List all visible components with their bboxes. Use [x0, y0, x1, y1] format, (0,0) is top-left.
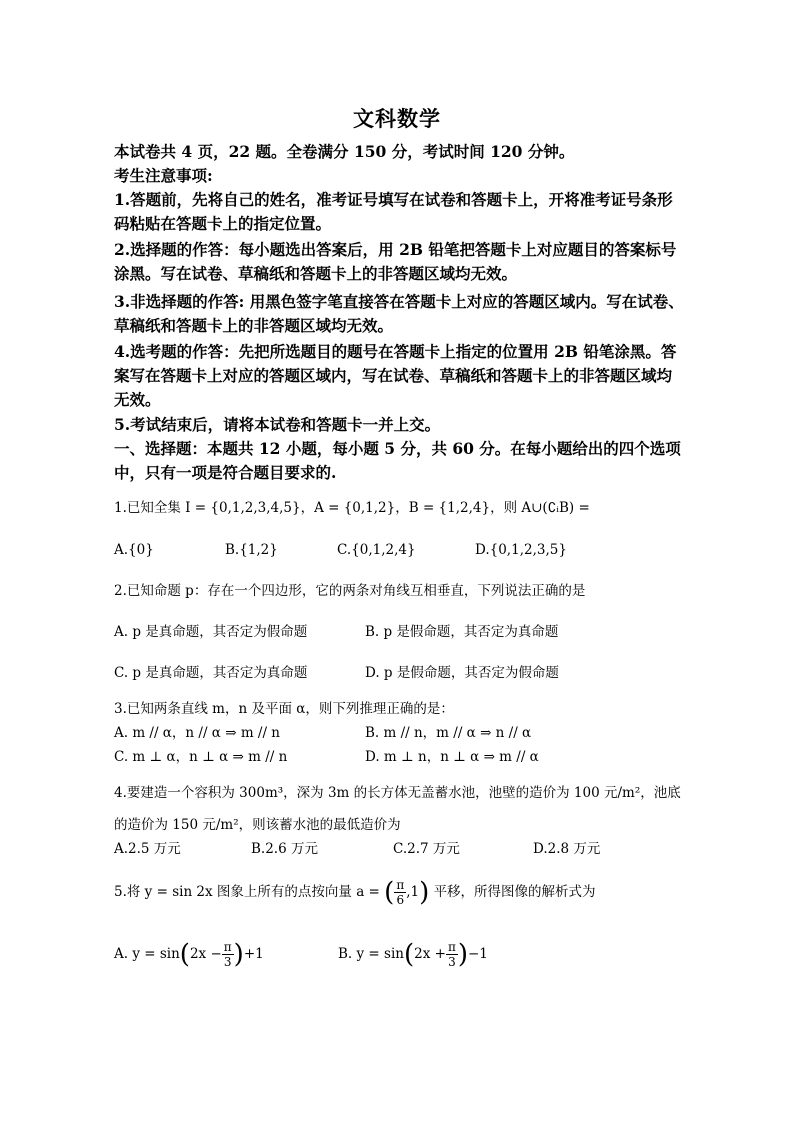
- note-1: 1.答题前，先将自己的姓名，准考证号填写在试卷和答题卡上，开将准考证号条形码粘贴在答题卡上的指定位置。: [114, 190, 673, 233]
- q4-option-c: C.2.7 万元: [393, 841, 460, 857]
- frac-den: 3: [223, 955, 232, 969]
- left-paren: (: [179, 939, 190, 970]
- fraction: [222, 940, 234, 969]
- q5-option-a: [114, 934, 264, 975]
- vector-fraction: [394, 878, 406, 907]
- note-5: 5.考试结束后，请将本试卷和答题卡一并上交。: [114, 415, 441, 434]
- right-paren: ): [419, 877, 430, 908]
- q5-opt-a-post: +1: [243, 946, 264, 962]
- q2-option-b: B. p 是假命题，其否定为真命题: [365, 624, 559, 640]
- q4-option-a: A.2.5 万元: [114, 841, 181, 857]
- q4-option-b: B.2.6 万元: [251, 841, 318, 857]
- q1-option-b: B.{1,2}: [225, 542, 278, 558]
- frac-den: 3: [448, 955, 456, 969]
- q3-option-d: D. m ⊥ n，n ⊥ α ⇒ m // α: [365, 749, 539, 765]
- question-4-stem-line1: 4.要建造一个容积为 300m³，深为 3m 的长方体无盖蓄水池，池壁的造价为 100 元/m²，池底: [114, 785, 681, 801]
- q2-option-d: D. p 是假命题，其否定为假命题: [365, 665, 559, 681]
- q4-option-d: D.2.8 万元: [533, 841, 601, 857]
- q1-option-a: A.{0}: [114, 542, 154, 558]
- question-2-stem: 2.已知命题 p：存在一个四边形，它的两条对角线互相垂直，下列说法正确的是: [114, 583, 586, 599]
- q5-opt-b-post: −1: [467, 946, 488, 962]
- note-4: 4.选考题的作答：先把所选题目的题号在答题卡上指定的位置用 2B 铅笔涂黑。答案写在答题卡上对应的答题区域内，写在试卷、草稿纸和答题卡上的非答题区域均无效。: [114, 342, 677, 409]
- page-title: 文科数学: [353, 106, 441, 131]
- vector-frac-num: π: [396, 878, 405, 892]
- q5-opt-b-pre: B. y = sin: [338, 946, 404, 962]
- q3-option-c: C. m ⊥ α，n ⊥ α ⇒ m // n: [114, 749, 288, 765]
- vector-second: ,1: [406, 884, 420, 900]
- notice-heading: 考生注意事项:: [114, 166, 213, 185]
- q5-stem-pre: 5.将 y = sin 2x 图象上所有的点按向量 a =: [114, 884, 380, 900]
- fraction: [446, 940, 458, 969]
- q2-option-a: A. p 是真命题，其否定为假命题: [114, 624, 308, 640]
- q5-opt-b-inner: 2x +: [414, 946, 446, 962]
- frac-num: π: [447, 940, 456, 954]
- right-paren: ): [457, 939, 468, 970]
- q5-opt-a-pre: A. y = sin: [114, 946, 180, 962]
- q2-option-c: C. p 是真命题，其否定为真命题: [114, 665, 308, 681]
- q1-option-d: D.{0,1,2,3,5}: [475, 542, 567, 558]
- question-3-stem: 3.已知两条直线 m，n 及平面 α，则下列推理正确的是：: [114, 701, 454, 717]
- left-paren: (: [403, 939, 415, 970]
- vector-frac-den: 6: [396, 893, 405, 907]
- q5-opt-a-inner: 2x −: [189, 946, 222, 962]
- note-2: 2.选择题的作答：每小题选出答案后，用 2B 铅笔把答题卡上对应题目的答案标号涂黑。写在试卷、草稿纸和答题卡上的非答题区域均无效。: [114, 240, 677, 283]
- left-paren: (: [384, 877, 395, 908]
- exam-summary: 本试卷共 4 页，22 题。全卷满分 150 分，考试时间 120 分钟。: [114, 142, 575, 161]
- q5-option-b: [338, 934, 488, 975]
- right-paren: ): [233, 939, 244, 970]
- frac-num: π: [223, 940, 232, 954]
- section1-heading: 一、选择题：本题共 12 小题，每小题 5 分，共 60 分。在每小题给出的四个选项中，只有一项是符合题目要求的.: [114, 439, 681, 482]
- q1-option-c: C.{0,1,2,4}: [337, 542, 416, 558]
- question-1-stem: 1.已知全集 I = {0,1,2,3,4,5}，A = {0,1,2}，B = {1,2,4}，则 A∪(∁ᵢB) =: [114, 500, 590, 516]
- q3-option-b: B. m // n，m // α ⇒ n // α: [365, 725, 532, 741]
- question-4-stem-line2: 的造价为 150 元/m²，则该蓄水池的最低造价为: [114, 817, 401, 833]
- note-3: 3.非选择题的作答: 用黑色签字笔直接答在答题卡上对应的答题区域内。写在试卷、草稿纸和答题卡上的非答题区域均无效。: [114, 292, 684, 335]
- q5-stem-post: 平移，所得图像的解析式为: [433, 884, 596, 900]
- question-5-stem: [114, 872, 596, 913]
- q3-option-a: A. m // α，n // α ⇒ m // n: [114, 725, 280, 741]
